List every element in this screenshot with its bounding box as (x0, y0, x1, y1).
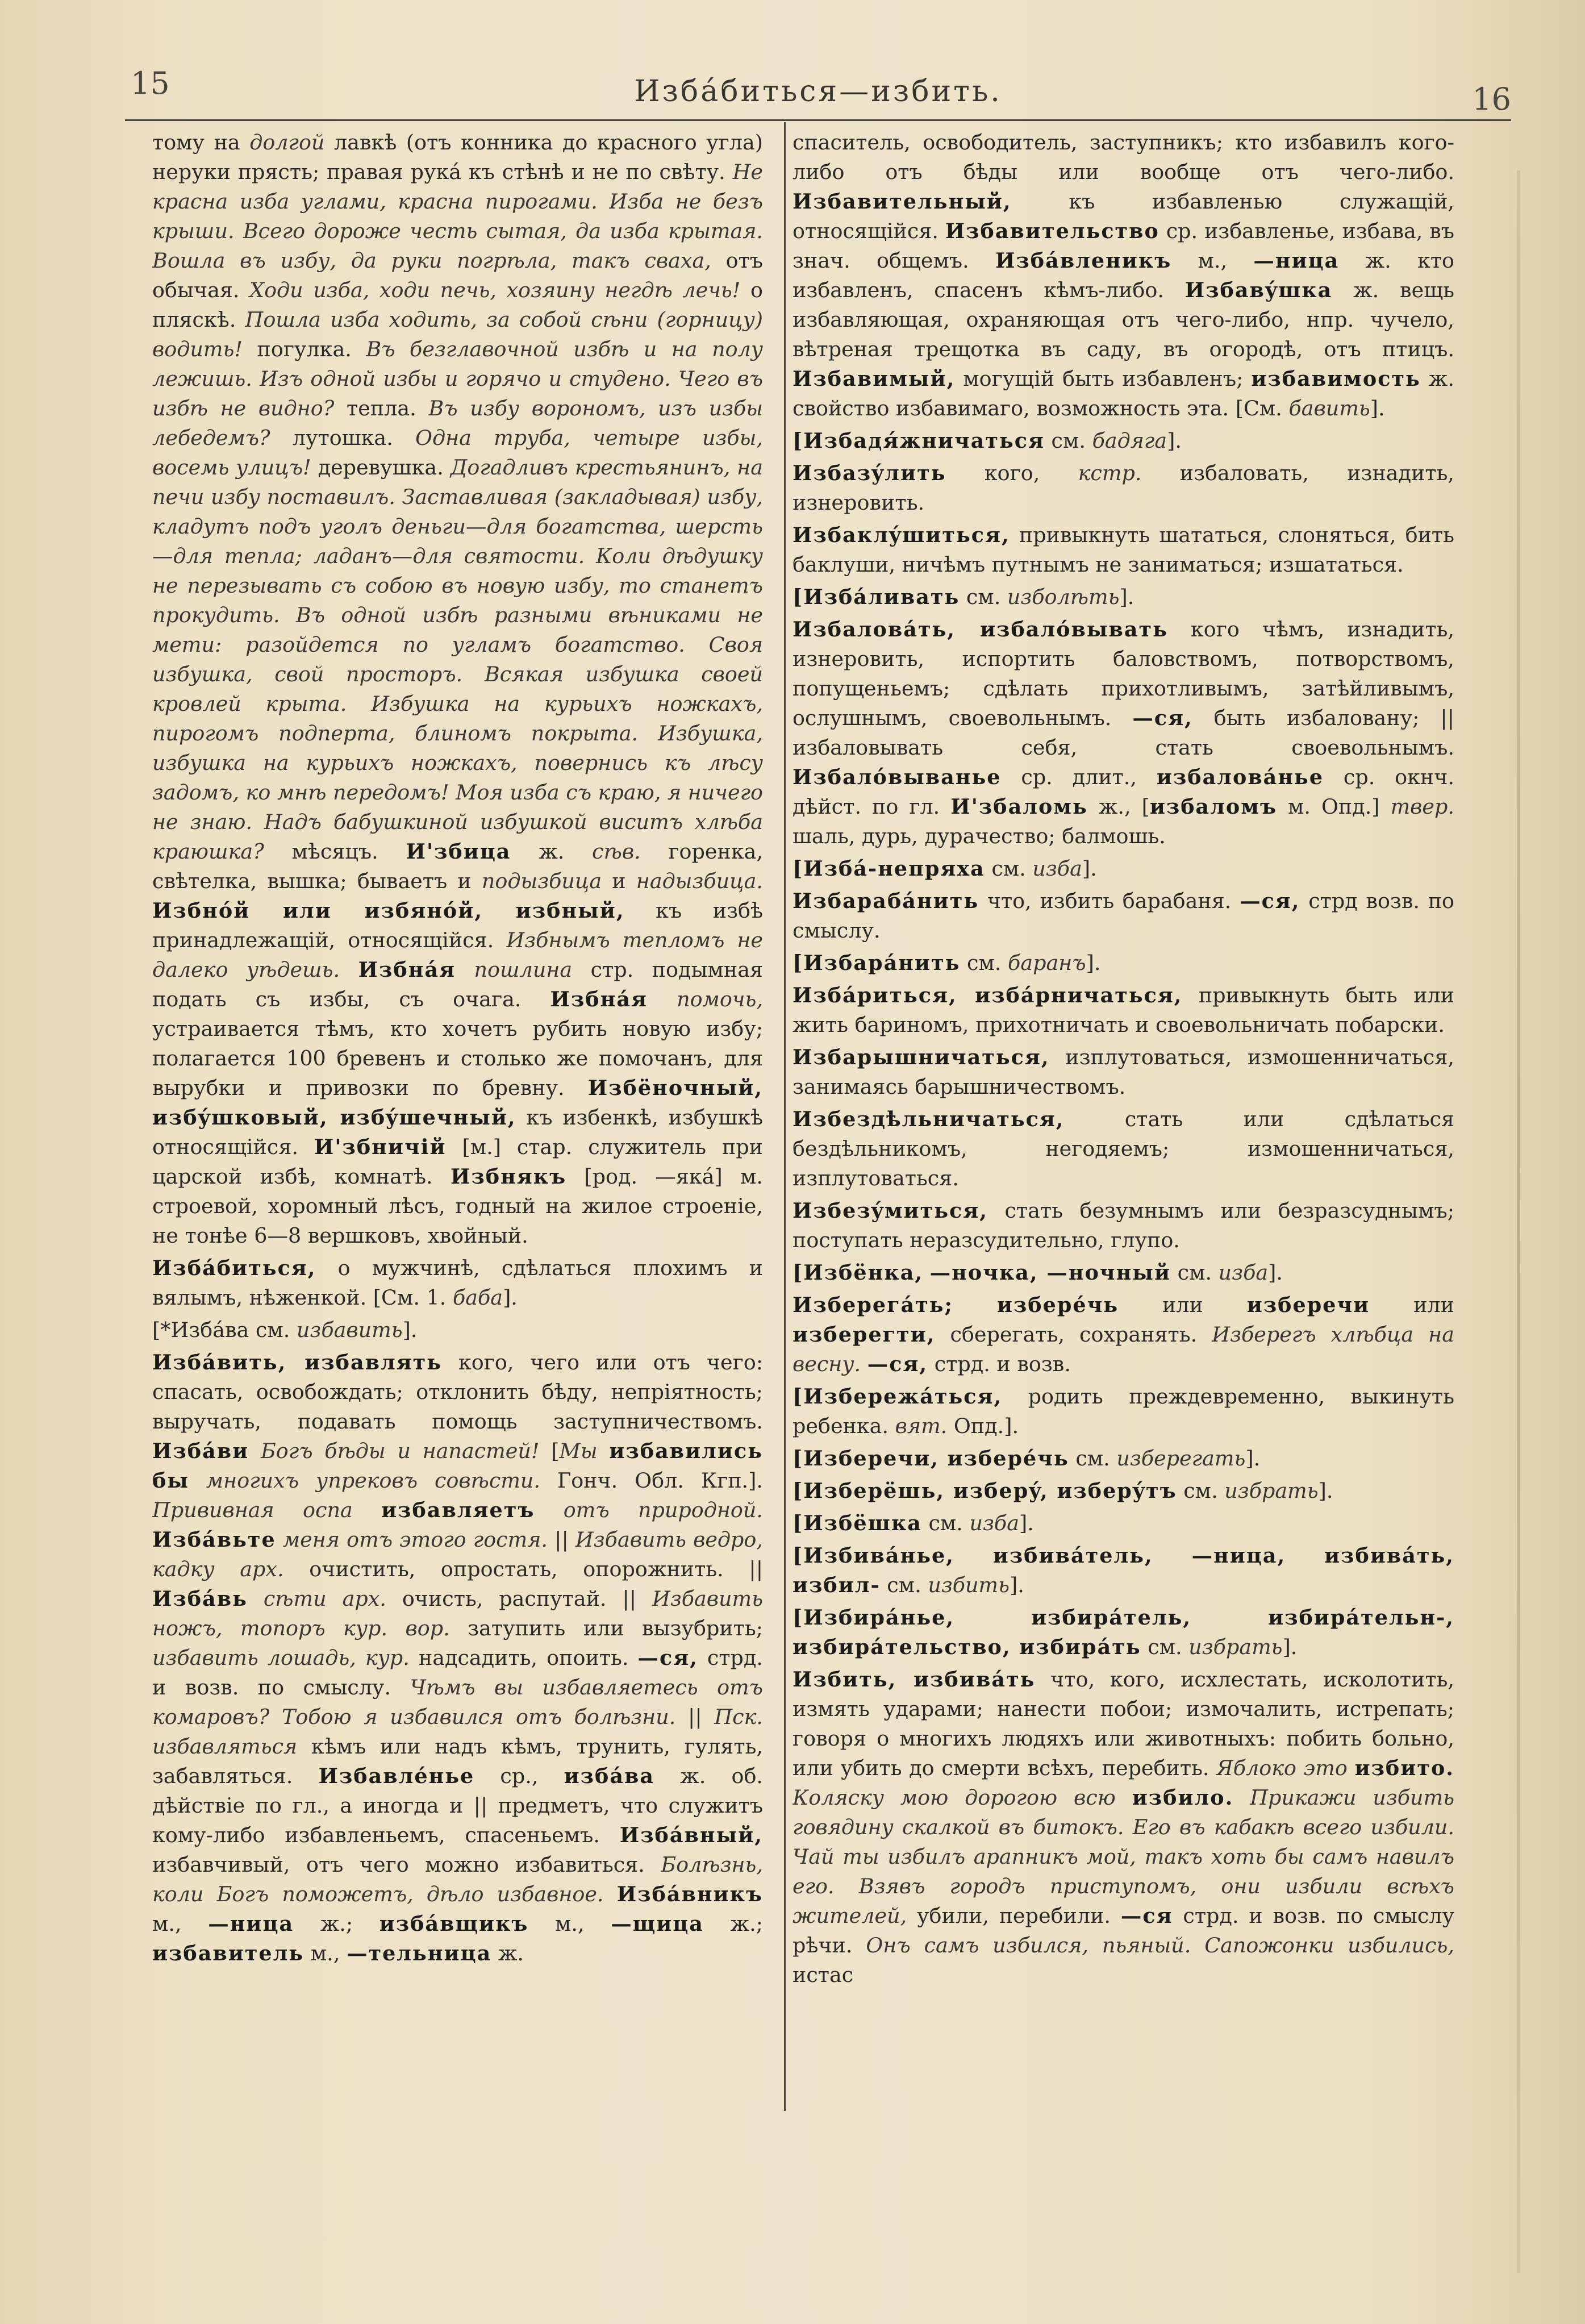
example-text: Прикажи избить говядину скалкой въ битокъ. Его въ кабакѣ всего избили. Чай ты избилъ арапникъ мой, такъ хоть бы самъ навилъ его. Взявъ городъ приступомъ, они избили всѣхъ жителей, (792, 1785, 1454, 1928)
example-text: долгой (249, 130, 325, 155)
definition-text: ср., (474, 1764, 564, 1788)
definition-text: см. (1177, 1478, 1225, 1503)
definition-text (249, 1439, 261, 1463)
headword: Избалóвыванье (792, 765, 1002, 789)
definition-text: ]. (1086, 951, 1101, 975)
definition-text: что, избить барабаня. (979, 889, 1240, 913)
headword: Избáвить, избавлять (152, 1350, 443, 1375)
dictionary-entry (792, 1509, 1454, 1538)
dictionary-entry (792, 1476, 1454, 1506)
headword: Избазýлить (792, 461, 946, 485)
definition-text: [ (539, 1439, 560, 1463)
headword: Изберегáть; (792, 1293, 953, 1317)
definition-text: см. (1171, 1260, 1219, 1285)
header-rule (125, 119, 1511, 121)
definition-text: или (1119, 1293, 1247, 1317)
page-header (125, 65, 1511, 116)
page-number-right: 16 (1472, 81, 1511, 117)
headword: Избавимый, (792, 366, 956, 391)
definition-text: быть избаловану; || избаловывать себя, стать своевольнымъ. (792, 706, 1454, 760)
definition-text: см. (960, 951, 1008, 975)
headword: избавились бы (152, 1439, 763, 1493)
definition-text: ж. вещь избавляющая, охраняющая отъ чего-либо, нпр. чучело, вѣтреная трещотка въ саду, въ огородѣ, отъ птицъ. (792, 278, 1454, 361)
headword: Избнáя (358, 957, 456, 982)
definition-text: см. (985, 856, 1033, 881)
example-text: бавить (1288, 396, 1370, 420)
definition-text: очистить, опростать, опорожнить. || (283, 1557, 763, 1581)
example-text: бадяга (1092, 428, 1167, 453)
headword: Избáвьте (152, 1527, 276, 1552)
headword: Избарабáнить (792, 889, 979, 913)
definition-text: спаситель, освободитель, заступникъ; кто избавилъ кого-либо отъ бѣды или вообще отъ чего-либо. (792, 130, 1454, 184)
page-number-left: 15 (131, 65, 170, 101)
right-column (792, 128, 1454, 2117)
example-text: надызбица. (636, 869, 763, 893)
definition-text (353, 1498, 381, 1522)
definition-text: мѣсяцъ. (264, 839, 406, 864)
example-text: избавить лошадь, (152, 1646, 356, 1670)
definition-text: ж. (511, 839, 593, 864)
headword: избаловáнье (1156, 765, 1324, 789)
definition-text: о мужчинѣ, сдѣлаться плохимъ и вялымъ, нѣженкой. [См. 1. (152, 1256, 763, 1310)
headword: —щица (611, 1911, 704, 1936)
example-text: пошлина (474, 957, 573, 982)
example-text: избавляться (152, 1734, 298, 1759)
headword: Избáвный, (619, 1823, 763, 1847)
definition-text: ]. (1019, 1511, 1034, 1535)
headword: [Избирáнье, избирáтель, избирáтельн-, избирáтельство, избирáть (792, 1605, 1454, 1659)
definition-text: стрд. и возв. по смыслу рѣчи. (792, 1904, 1454, 1958)
headword: [Избáливать (792, 585, 960, 609)
definition-text: ср. длит., (1001, 765, 1157, 789)
example-text: Яблоко это (1216, 1756, 1348, 1780)
definition-text: см. (1069, 1446, 1117, 1471)
headword: Избёночный, избýшковый, избýшечный, (152, 1076, 763, 1130)
example-text: кстр. (1078, 461, 1142, 485)
page-edge-shadow (1517, 170, 1520, 2273)
dictionary-entry (792, 1258, 1454, 1288)
example-text: арх. (342, 1586, 386, 1611)
dictionary-entry (792, 1043, 1454, 1102)
dictionary-entry (792, 981, 1454, 1040)
definition-text (535, 1498, 563, 1522)
dictionary-entry (792, 459, 1454, 518)
dictionary-entry (792, 128, 1454, 423)
example-text: избрать (1224, 1478, 1319, 1503)
definition-text: или (1370, 1293, 1454, 1317)
headword: Избавýшка (1184, 278, 1333, 302)
headword: изберегти, (792, 1322, 936, 1347)
definition-text: тепла. (334, 396, 429, 420)
example-text: изба (1032, 856, 1082, 881)
definition-text: избаловать, изнадить, изнеровить. (792, 461, 1454, 515)
definition-text: ]. (1010, 1573, 1024, 1597)
definition-text: кого, чего или отъ чего: спасать, освобождать; отклонить бѣду, непріятность; выручать, подавать помощь заступничествомъ. (152, 1350, 763, 1434)
dictionary-entry (792, 948, 1454, 978)
definition-text: лутошка. (270, 426, 416, 450)
definition-text: ж. свойство избавимаго, возможность эта. [См. (792, 366, 1454, 420)
headword: Избáвь (152, 1586, 248, 1611)
definition-text: [*Избáва см. (152, 1318, 297, 1342)
headword: [Избережáться, (792, 1384, 1003, 1409)
headword: [Избá-непряха (792, 856, 985, 881)
headword: изберечи (1246, 1293, 1370, 1317)
headword: избавитель (152, 1941, 305, 1965)
headword: [Избивáнье, избивáтель, —ница, избивáть, избил- (792, 1543, 1454, 1597)
definition-text: ]. (1082, 856, 1097, 881)
definition-text (215, 1557, 240, 1581)
definition-text: ср. окнч. дѣйст. по гл. (792, 765, 1454, 819)
definition-text: стрд возв. по смыслу. (792, 889, 1454, 943)
definition-text (189, 1468, 206, 1493)
definition-text: погулка. (243, 337, 366, 361)
definition-text: убили, перебили. (907, 1904, 1121, 1928)
definition-text: ]. (1318, 1478, 1333, 1503)
definition-text (953, 1293, 997, 1317)
example-text: Мы (559, 1439, 598, 1463)
definition-text: ]. (1282, 1635, 1298, 1659)
definition-text: сберегать, сохранять. (935, 1322, 1212, 1347)
example-text: меня отъ этого гостя. (282, 1527, 548, 1552)
definition-text: горенка, свѣтелка, вышка; бываетъ и (152, 839, 763, 893)
headword: —ница (208, 1911, 294, 1936)
definition-text: ]. (1167, 428, 1182, 453)
headword: изберéчь (996, 1293, 1119, 1317)
headword: избило. (1132, 1785, 1234, 1810)
example-text: Изберегъ хлѣбца на весну. (792, 1322, 1454, 1376)
headword: [Избадя́жничаться (792, 428, 1045, 453)
headword: Избнáя (550, 987, 648, 1011)
example-text: твер. (1390, 794, 1454, 819)
definition-text: деревушка. (311, 455, 451, 480)
example-text: Догадливъ крестьянинъ, на печи избу поставилъ. Заставливая (закладывая) избу, кладутъ подъ уголъ деньги—для богатства, шерсть—для тепла; ладанъ—для святости. Коли дѣдушку не перезывать съ собою въ новую избу, то станетъ прокудить. Въ одной избѣ разными вѣниками не мети: разойдется по угламъ богатство. Своя избушка, свой просторъ. Всякая избушка своей кровлей крыта. Избушка на курьихъ ножкахъ, пирогомъ подперта, блиномъ покрыта. Избушка, избушка на курьихъ ножкахъ, повернись къ лѣсу задомъ, ко мнѣ передомъ! Моя изба съ краю, я ничего не знаю. Надъ бабушкиной избушкой виситъ хлѣба краюшка? (152, 455, 763, 864)
headword: Избнóй или избянóй, избный, (152, 898, 625, 923)
definition-text: ж. об. дѣйствіе по гл., а иногда и || предметъ, что служитъ кому-либо избавленьемъ, спасеньемъ. (152, 1764, 763, 1847)
headword: И'збаломь (950, 794, 1088, 819)
headword: Избавительство (945, 219, 1159, 243)
definition-text (1116, 1785, 1132, 1810)
example-text: помочь, (677, 987, 763, 1011)
example-text: Одна труба, четыре избы, восемь улицъ! (152, 426, 763, 480)
dictionary-entry (792, 854, 1454, 884)
headword: Избáриться, избáрничаться, (792, 983, 1183, 1007)
definition-text: кого чѣмъ, изнадить, изнеровить, испортить баловствомъ, потворствомъ, попущеньемъ; сдѣлать прихотливымъ, затѣйливымъ, ослушнымъ, своевольнымъ. (792, 617, 1454, 730)
definition-text: м., (1171, 248, 1254, 273)
definition-text: тому на (152, 130, 250, 155)
definition-text: изплутоваться, измошенничаться, занимаясь барышничествомъ. (792, 1045, 1454, 1099)
definition-text: ж. (491, 1941, 524, 1965)
definition-text: кого, (946, 461, 1078, 485)
definition-text: || (548, 1527, 575, 1552)
example-text: изба (1218, 1260, 1269, 1285)
headword: избáвщикъ (379, 1911, 529, 1936)
dictionary-entry (792, 1444, 1454, 1473)
definition-text: ср. избавленье, избава, въ знач. общемъ. (792, 219, 1454, 273)
definition-text: могущій быть избавленъ; (955, 366, 1252, 391)
headword: И'збица (406, 839, 511, 864)
example-text: отъ природной. (563, 1498, 763, 1522)
definition-text: кѣмъ или надъ кѣмъ, трунить, гулять, забавляться. (152, 1734, 763, 1788)
dictionary-entry (792, 1665, 1454, 1990)
definition-text: къ избѣ принадлежащій, относящійся. (152, 898, 763, 952)
example-text: Избавить ведро, кадку (152, 1527, 763, 1581)
example-text: вят. (895, 1414, 948, 1438)
definition-text: о пляскѣ. (152, 278, 763, 332)
definition-text (648, 987, 677, 1011)
example-text: сѣв. (592, 839, 641, 864)
definition-text (327, 1586, 343, 1611)
example-text: Ходи изба, ходи печь, хозяину негдѣ лечь! (249, 278, 741, 302)
definition-text: надсадить, опоить. (409, 1646, 638, 1670)
definition-text (923, 1260, 930, 1285)
headword: Избнякъ (450, 1164, 567, 1189)
definition-text: къ избавленью служащій, относящійся. (792, 189, 1454, 243)
example-text: Избавить ножъ, топоръ (152, 1586, 763, 1640)
headword: избаломъ (1149, 794, 1277, 819)
headword: И'збничій (314, 1135, 447, 1159)
definition-text (456, 957, 474, 982)
example-text: Богъ бѣды и напастей! (260, 1439, 540, 1463)
example-text: баба (452, 1285, 503, 1310)
headword: Избавлéнье (318, 1764, 475, 1788)
definition-text: стр. подымная подать съ избы, съ очага. (152, 957, 763, 1011)
definition-text: ]. (1268, 1260, 1283, 1285)
column-divider (784, 122, 786, 2111)
headword: Избаклýшиться, (792, 523, 1010, 547)
definition-text: стрд. и возв. по смыслу. (152, 1646, 763, 1700)
definition-text: м., (528, 1911, 611, 1936)
headword: —ночка, —ночный (929, 1260, 1171, 1285)
dictionary-entry (792, 1290, 1454, 1379)
definition-text: отъ обычая. (152, 248, 763, 302)
headword: Избáбиться, (152, 1256, 316, 1280)
headword: [Избёнка, (792, 1260, 924, 1285)
dictionary-entry (152, 128, 763, 1251)
example-text: избрать (1188, 1635, 1283, 1659)
definition-text: см. (1044, 428, 1092, 453)
dictionary-entry (792, 615, 1454, 851)
definition-text (248, 1586, 264, 1611)
headword: [Избарáнить (792, 951, 961, 975)
headword: Избарышничаться, (792, 1045, 1050, 1069)
definition-text: устраивается тѣмъ, кто хочетъ рубить новую избу; полагается 100 бревенъ и столько же помочанъ, для вырубки и привозки по бревну. (152, 1017, 763, 1100)
example-text: Прививная оспа (152, 1498, 353, 1522)
definition-text: ж.; (703, 1911, 763, 1936)
headword: [Изберёшь, изберý, изберýтъ (792, 1478, 1177, 1503)
headword: —ся, (637, 1646, 698, 1670)
example-text: Пошла изба ходить, за собой сѣни (горницу) водить! (152, 307, 763, 361)
definition-text: ]. (1370, 396, 1385, 420)
definition-text: ж. кто избавленъ, спасенъ кѣмъ-либо. (792, 248, 1454, 302)
definition-text: см. (880, 1573, 928, 1597)
definition-text: || (675, 1705, 715, 1729)
headword: Избáвникъ (616, 1882, 763, 1906)
headword: избито. (1354, 1756, 1454, 1780)
dictionary-entry (792, 1603, 1454, 1662)
example-text: кур. (365, 1646, 410, 1670)
definition-text: затупить или вызубрить; (449, 1616, 763, 1640)
definition-text: Гонч. Обл. Кгп.]. (540, 1468, 763, 1493)
definition-text: и (602, 869, 636, 893)
definition-text: привыкнуть шататься, слоняться, бить баклуши, ничѣмъ путнымъ не заниматься; изшататься. (792, 523, 1454, 577)
definition-text: Опд.]. (947, 1414, 1019, 1438)
definition-text: истас (792, 1963, 854, 1987)
example-text: Коляску мою дорогою всю (792, 1785, 1116, 1810)
definition-text: шаль, дурь, дурачество; балмошь. (792, 824, 1166, 848)
definition-text: очисть, распутай. || (386, 1586, 652, 1611)
headword: —тельница (346, 1941, 492, 1965)
dictionary-entry (792, 582, 1454, 612)
definition-text: стать или сдѣлаться бездѣльникомъ, негодяемъ; измошенничаться, изплутоваться. (792, 1107, 1454, 1190)
definition-text: ]. (402, 1318, 418, 1342)
definition-text: стрд. и возв. (928, 1352, 1071, 1376)
definition-text: стать безумнымъ или безразсуднымъ; поступать неразсудительно, глупо. (792, 1198, 1454, 1252)
dictionary-entry (792, 1105, 1454, 1193)
definition-text (1348, 1756, 1355, 1780)
headword: —ся (1120, 1904, 1173, 1928)
definition-text: что, кого, исхлестать, исколотить, измять ударами; нанести побои; измочалить, истрепать; говоря о многихъ людяхъ или животныхъ: побить больно, или убить до смерти всѣхъ, перебить. (792, 1667, 1454, 1780)
example-text: Онъ самъ избился, пьяный. Сапожонки избились, (866, 1933, 1454, 1958)
dictionary-entry (792, 886, 1454, 946)
definition-text: см. (921, 1511, 970, 1535)
headword: Избаловáть, избалóвывать (792, 617, 1168, 642)
dictionary-entry (792, 1382, 1454, 1441)
example-text: избавить (296, 1318, 403, 1342)
example-text: арх. (240, 1557, 284, 1581)
headword: Избавительный, (792, 189, 1012, 214)
example-text: баранъ (1008, 951, 1086, 975)
definition-text (356, 1646, 365, 1670)
headword: избавимость (1251, 366, 1421, 391)
example-text: многихъ упрековъ совѣсти. (206, 1468, 541, 1493)
definition-text: къ избенкѣ, избушкѣ относящійся. (152, 1105, 763, 1159)
dictionary-entry (792, 1196, 1454, 1255)
definition-text: ]. (503, 1285, 518, 1310)
definition-text: родить преждевременно, выкинуть ребенка. (792, 1384, 1454, 1438)
definition-text: ж.; (294, 1911, 379, 1936)
headword: —ница (1253, 248, 1340, 273)
definition-text: м. Опд.] (1277, 794, 1391, 819)
definition-text (604, 1882, 617, 1906)
definition-text: привыкнуть быть или жить бариномъ, прихотничать и своевольничать побарски. (792, 983, 1454, 1037)
dictionary-entry (792, 426, 1454, 456)
dictionary-entry (152, 1253, 763, 1313)
definition-text (326, 1616, 343, 1640)
left-column (152, 128, 763, 2117)
definition-text: ]. (1245, 1446, 1261, 1471)
definition-text: лавкѣ (отъ конника до красного угла) неруки прясть; правая рукá къ стѣнѣ и не по свѣту. (152, 130, 763, 184)
dictionary-entry (792, 1541, 1454, 1600)
example-text: избить (928, 1573, 1010, 1597)
definition-text (276, 1527, 283, 1552)
dictionary-entry (152, 1348, 763, 1968)
running-title: Избáбиться—избить. (634, 74, 1002, 109)
definition-text: см. (960, 585, 1007, 609)
definition-text (598, 1439, 610, 1463)
example-text: изболѣть (1007, 585, 1120, 609)
definition-text (1233, 1785, 1250, 1810)
dictionary-entry (792, 520, 1454, 580)
headword: [Изберечи, изберéчь (792, 1446, 1069, 1471)
headword: Избезýмиться, (792, 1198, 988, 1223)
example-text: Болѣзнь, коли Богъ поможетъ, дѣло избавное. (152, 1852, 763, 1906)
headword: —ся, (867, 1352, 928, 1376)
example-text: Избнымъ тепломъ не далеко уѣдешь. (152, 928, 763, 982)
headword: Избить, избивáть (792, 1667, 1036, 1692)
definition-text: [род. —якá] м. строевой, хоромный лѣсъ, годный на жилое строеніе, не тонѣе 6—8 вершковъ, хвойный. (152, 1164, 763, 1248)
definition-text: ж., [ (1087, 794, 1150, 819)
example-text: подызбица (481, 869, 602, 893)
example-text: Въ избу ворономъ, изъ избы лебедемъ? (152, 396, 763, 450)
example-text: Въ безглавочной избѣ и на полу лежишь. Изъ одной избы и горячо и студено. Чего въ избѣ не видно? (152, 337, 763, 420)
definition-text (340, 957, 358, 982)
example-text: Не красна изба углами, красна пирогами. Изба не безъ крыши. Всего дороже честь сытая, да изба крытая. Вошла въ избу, да руки погрѣла, такъ сваха, (152, 160, 763, 273)
example-text: Чѣмъ вы избавляетесь отъ комаровъ? Тобою я избавился отъ болѣзни. (152, 1675, 763, 1729)
example-text: изба (969, 1511, 1019, 1535)
headword: —ся, (1132, 706, 1193, 730)
definition-text: см. (1141, 1635, 1189, 1659)
definition-text: м., (304, 1941, 347, 1965)
definition-text: м., (152, 1911, 208, 1936)
example-text: Пск. (714, 1705, 763, 1729)
definition-text: ]. (1119, 585, 1134, 609)
dictionary-entry (152, 1315, 763, 1345)
headword: избавляетъ (381, 1498, 535, 1522)
headword: [Избёшка (792, 1511, 922, 1535)
definition-text: избавчивый, отъ чего можно избавиться. (152, 1852, 661, 1877)
definition-text: [м.] стар. служитель при царской избѣ, комнатѣ. (152, 1135, 763, 1189)
headword: Избáвленикъ (995, 248, 1172, 273)
example-text: изберегать (1116, 1446, 1246, 1471)
headword: избáва (564, 1764, 654, 1788)
headword: Избáви (152, 1439, 249, 1463)
headword: —ся, (1240, 889, 1300, 913)
definition-text (861, 1352, 867, 1376)
headword: Избездѣльничаться, (792, 1107, 1065, 1131)
example-text: сѣти (263, 1586, 327, 1611)
example-text: кур. вор. (343, 1616, 450, 1640)
